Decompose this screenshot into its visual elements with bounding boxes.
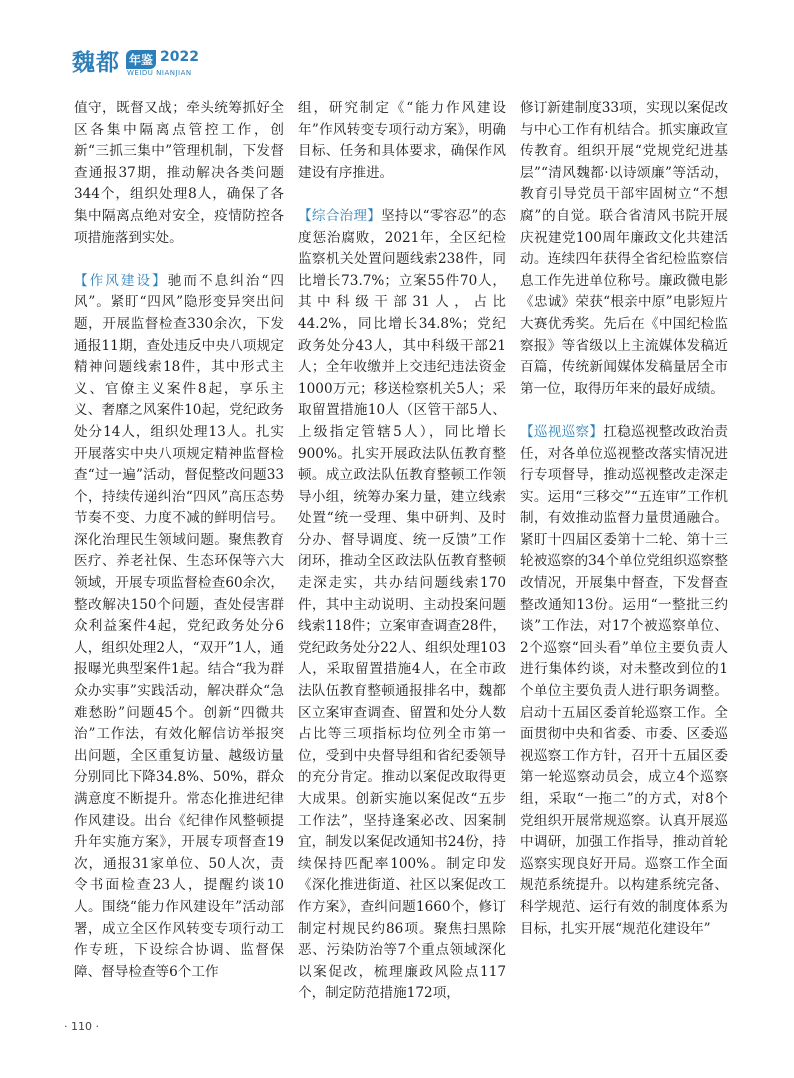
logo-title: 魏都 xyxy=(72,50,120,76)
paragraph-text: 驰而不息纠治“四风”。紧盯“四风”隐形变异突出问题，开展监督检查330余次，下发通报11期，查处违反中央八项规定精神问题线索18件，其中形式主义、官僚主义案件8起，享乐主义、奢靡之风案件10起，党纪政务处分14人，组织处理13人。扎实开展落实中央八项规定精神监督检查“过一遍”活动，督促整改问题33个，持续传递纠治“四风”高压态势节奏不变、力度不减的鲜明信号。深化治理民生领域问题。聚焦教育医疗、养老社保、生态环保等六大领域，开展专项监督检查60余次，整改解决150个问题，查处侵害群众利益案件4起，党纪政务处分6人，组织处理2人，“双开”1人，通报曝光典型案件1起。结合“我为群众办实事”实践活动，解决群众“急难愁盼”问题45个。创新“四微共治”工作法，有效化解信访举报突出问题，全区重复访量、越级访量分别同比下降34.8%、50%，群众满意度不断提升。常态化推进纪律作风建设。出台《纪律作风整顿提升年实施方案》，开展专项督查19次，通报31家单位、50人次，责令书面检查23人，提醒约谈10人。围绕“能力作风建设年”活动部署，成立全区作风转变专项行动工作专班，下设综合协调、监督保障、督导检查等6个工作 xyxy=(74,272,284,980)
section-tag: 【作风建设】 xyxy=(74,272,168,289)
paragraph xyxy=(298,98,506,184)
paragraph xyxy=(74,98,284,249)
page-header xyxy=(72,44,372,84)
text-column-3 xyxy=(520,98,728,1028)
paragraph xyxy=(298,206,506,1005)
section-tag: 【综合治理】 xyxy=(298,207,382,224)
text-column-2 xyxy=(298,98,506,1028)
paragraph-text: 扛稳巡视整改政治责任，对各单位巡视整改落实情况进行专项督导，推动巡视整改走深走实。运用“三移交”“五连审”工作机制，有效推动监督力量贯通融合。紧盯十四届区委第十二轮、第十三轮被巡察的34个单位党组织巡察整改情况，开展集中督查，下发督查整改通知13份。运用“一整批三约谈”工作法，对17个被巡察单位、2个巡察“回头看”单位主要负责人进行集体约谈，对未整改到位的1个单位主要负责人进行职务调整。启动十五届区委首轮巡察工作。全面贯彻中央和省委、市委、区委巡视巡察工作方针，召开十五届区委第一轮巡察动员会，成立4个巡察组，采取“一拖二”的方式，对8个党组织开展常规巡察。认真开展巡中调研，加强工作指导，推动首轮巡察实现良好开局。巡察工作全面规范系统提升。以构建系统完备、科学规范、运行有效的制度体系为目标，扎实开展“规范化建设年” xyxy=(520,423,728,937)
logo-year: 2022 xyxy=(160,49,199,65)
text-column-1 xyxy=(74,98,284,1028)
paragraph-text: 修订新建制度33项，实现以案促改与中心工作有机结合。抓实廉政宣传教育。组织开展“党规党纪进基层”“清风魏都·以诗颂廉”等活动，教育引导党员干部牢固树立“不想腐”的自觉。联合省清风书院开展庆祝建党100周年廉政文化共建活动。连续四年获得全省纪检监察信息工作先进单位称号。廉政微电影《忠诚》荣获“根亲中原”电影短片大赛优秀奖。先后在《中国纪检监察报》等省级以上主流媒体发稿近百篇，传统新闻媒体发稿量居全市第一位，取得历年来的最好成绩。 xyxy=(520,100,728,397)
paragraph-text: 坚持以“零容忍”的态度惩治腐败，2021年，全区纪检监察机关处置问题线索238件，同比增长73.7%；立案55件70人，其中科级干部31人，占比44.2%，同比增长34.8%；党纪政务处分43人，其中科级干部21人；全年收缴并上交违纪违法资金1000万元；移送检察机关5人；采取留置措施10人（区管干部5人、上级指定管辖5人），同比增长900%。扎实开展政法队伍教育整顿。成立政法队伍教育整顿工作领导小组，统筹办案力量，建立线索处置“统一受理、集中研判、及时分办、督导调度、统一反馈”工作闭环，推动全区政法队伍教育整顿走深走实，共办结问题线索170件，其中主动说明、主动投案问题线索118件；立案审查调查28件，党纪政务处分22人、组织处理103人，采取留置措施4人，在全市政法队伍教育整顿通报排名中，魏都区立案审查调查、留置和处分人数占比等三项指标均位列全市第一位，受到中央督导组和省纪委领导的充分肯定。推动以案促改取得更大成果。创新实施以案促改“五步工作法”，坚持逢案必改、因案制宜，制发以案促改通知书24份，持续保持匹配率100%。制定印发《深化推进街道、社区以案促改工作方案》，查纠问题1660个，修订制定村规民约86项。聚焦扫黑除恶、污染防治等7个重点领域深化以案促改，梳理廉政风险点117个，制定防范措施172项， xyxy=(298,207,506,1002)
logo-badge: 年鉴 xyxy=(126,50,156,69)
page-number: · 110 · xyxy=(64,1020,99,1033)
paragraph-text: 组，研究制定《“能力作风建设年”作风转变专项行动方案》，明确目标、任务和具体要求，确保作风建设有序推进。 xyxy=(298,100,506,181)
paragraph xyxy=(520,422,728,940)
paragraph xyxy=(520,98,728,400)
paragraph xyxy=(74,271,284,984)
paragraph-text: 值守，既督又战；牵头统筹抓好全区各集中隔离点管控工作，创新“三抓三集中”管理机制，下发督查通报37期，推动解决各类问题344个，组织处理8人，确保了各集中隔离点绝对安全，疫情防控各项措施落到实处。 xyxy=(74,100,284,246)
logo-subtitle: WEIDU NIANJIAN xyxy=(127,69,192,77)
section-tag: 【巡视巡察】 xyxy=(520,423,604,440)
